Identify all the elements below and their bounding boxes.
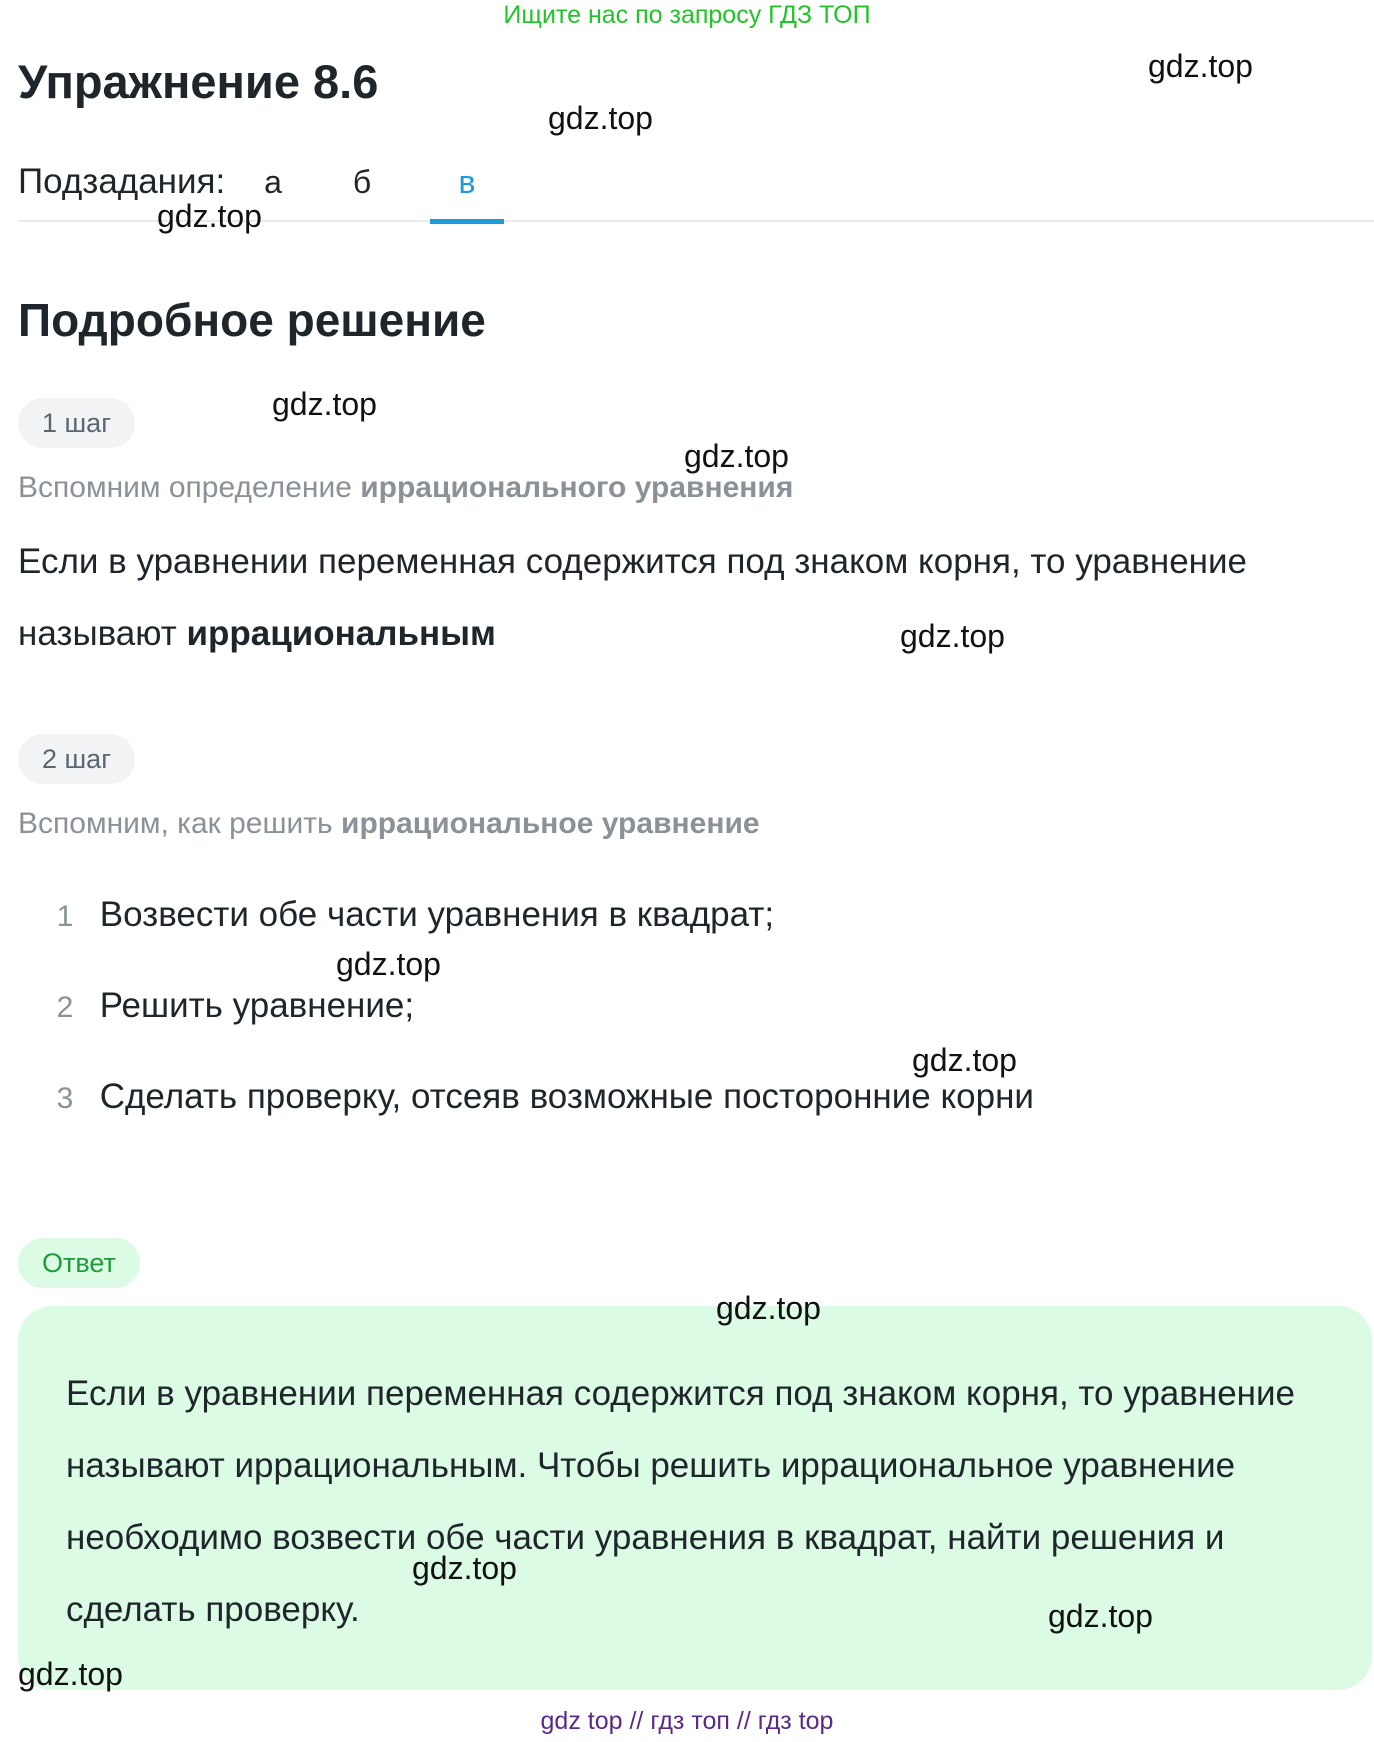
list-item-number: 3 — [56, 1082, 74, 1115]
step-1-hint — [18, 468, 793, 508]
step-1-hint-term: иррационального уравнения — [360, 471, 794, 504]
list-item — [40, 1072, 1034, 1163]
solution-heading: Подробное решение — [18, 294, 486, 346]
step-1-definition-text: Если в уравнении переменная содержится под знаком корня, то уравнение называют — [18, 542, 1247, 653]
answer-text: Если в уравнении переменная содержится под знаком корня, то уравнение называют иррациональным. Чтобы решить иррациональное уравнение необходимо возвести обе части уравнения в квадрат, найти решения и сделать проверку. — [66, 1374, 1295, 1629]
tab-a[interactable]: а — [264, 164, 282, 200]
watermark: gdz.top — [716, 1290, 821, 1326]
watermark: gdz.top — [1148, 48, 1253, 84]
step-1-hint-text: Вспомним определение — [18, 471, 361, 504]
watermark: gdz.top — [272, 386, 377, 422]
watermark: gdz.top — [900, 618, 1005, 654]
watermark: gdz.top — [157, 198, 262, 234]
watermark: gdz.top — [548, 100, 653, 136]
step-2-hint-term: иррациональное уравнение — [341, 807, 760, 840]
footer-links: gdz top // гдз топ // гдз top — [540, 1707, 834, 1735]
step-2-hint — [18, 804, 760, 844]
watermark: gdz.top — [684, 438, 789, 474]
list-item-text: Возвести обе части уравнения в квадрат; — [99, 895, 775, 934]
step-1-badge: 1 шаг — [18, 398, 135, 448]
watermark: gdz.top — [336, 946, 441, 982]
answer-box — [18, 1306, 1372, 1690]
subtasks-label: Подзадания: — [18, 162, 226, 201]
watermark: gdz.top — [18, 1656, 123, 1692]
tab-b[interactable]: б — [352, 164, 372, 200]
search-banner: Ищите нас по запросу ГДЗ ТОП — [503, 1, 871, 29]
list-item-number: 2 — [56, 991, 74, 1024]
list-item — [40, 981, 1034, 1072]
list-item-number: 1 — [56, 900, 74, 933]
step-1-definition — [18, 526, 1348, 670]
solution-steps-list — [40, 890, 1034, 1163]
watermark: gdz.top — [912, 1042, 1017, 1078]
watermark: gdz.top — [412, 1550, 517, 1586]
watermark: gdz.top — [1048, 1598, 1153, 1634]
step-1-definition-term: иррациональным — [186, 614, 496, 653]
list-item-text: Сделать проверку, отсеяв возможные посторонние корни — [99, 1077, 1034, 1116]
step-2-hint-text: Вспомним, как решить — [18, 807, 342, 840]
list-item-text: Решить уравнение; — [99, 986, 415, 1025]
tab-v[interactable]: в — [430, 160, 504, 220]
answer-badge: Ответ — [18, 1238, 140, 1288]
list-item — [40, 890, 1034, 981]
page-title: Упражнение 8.6 — [18, 55, 379, 108]
step-2-badge: 2 шаг — [18, 734, 135, 784]
